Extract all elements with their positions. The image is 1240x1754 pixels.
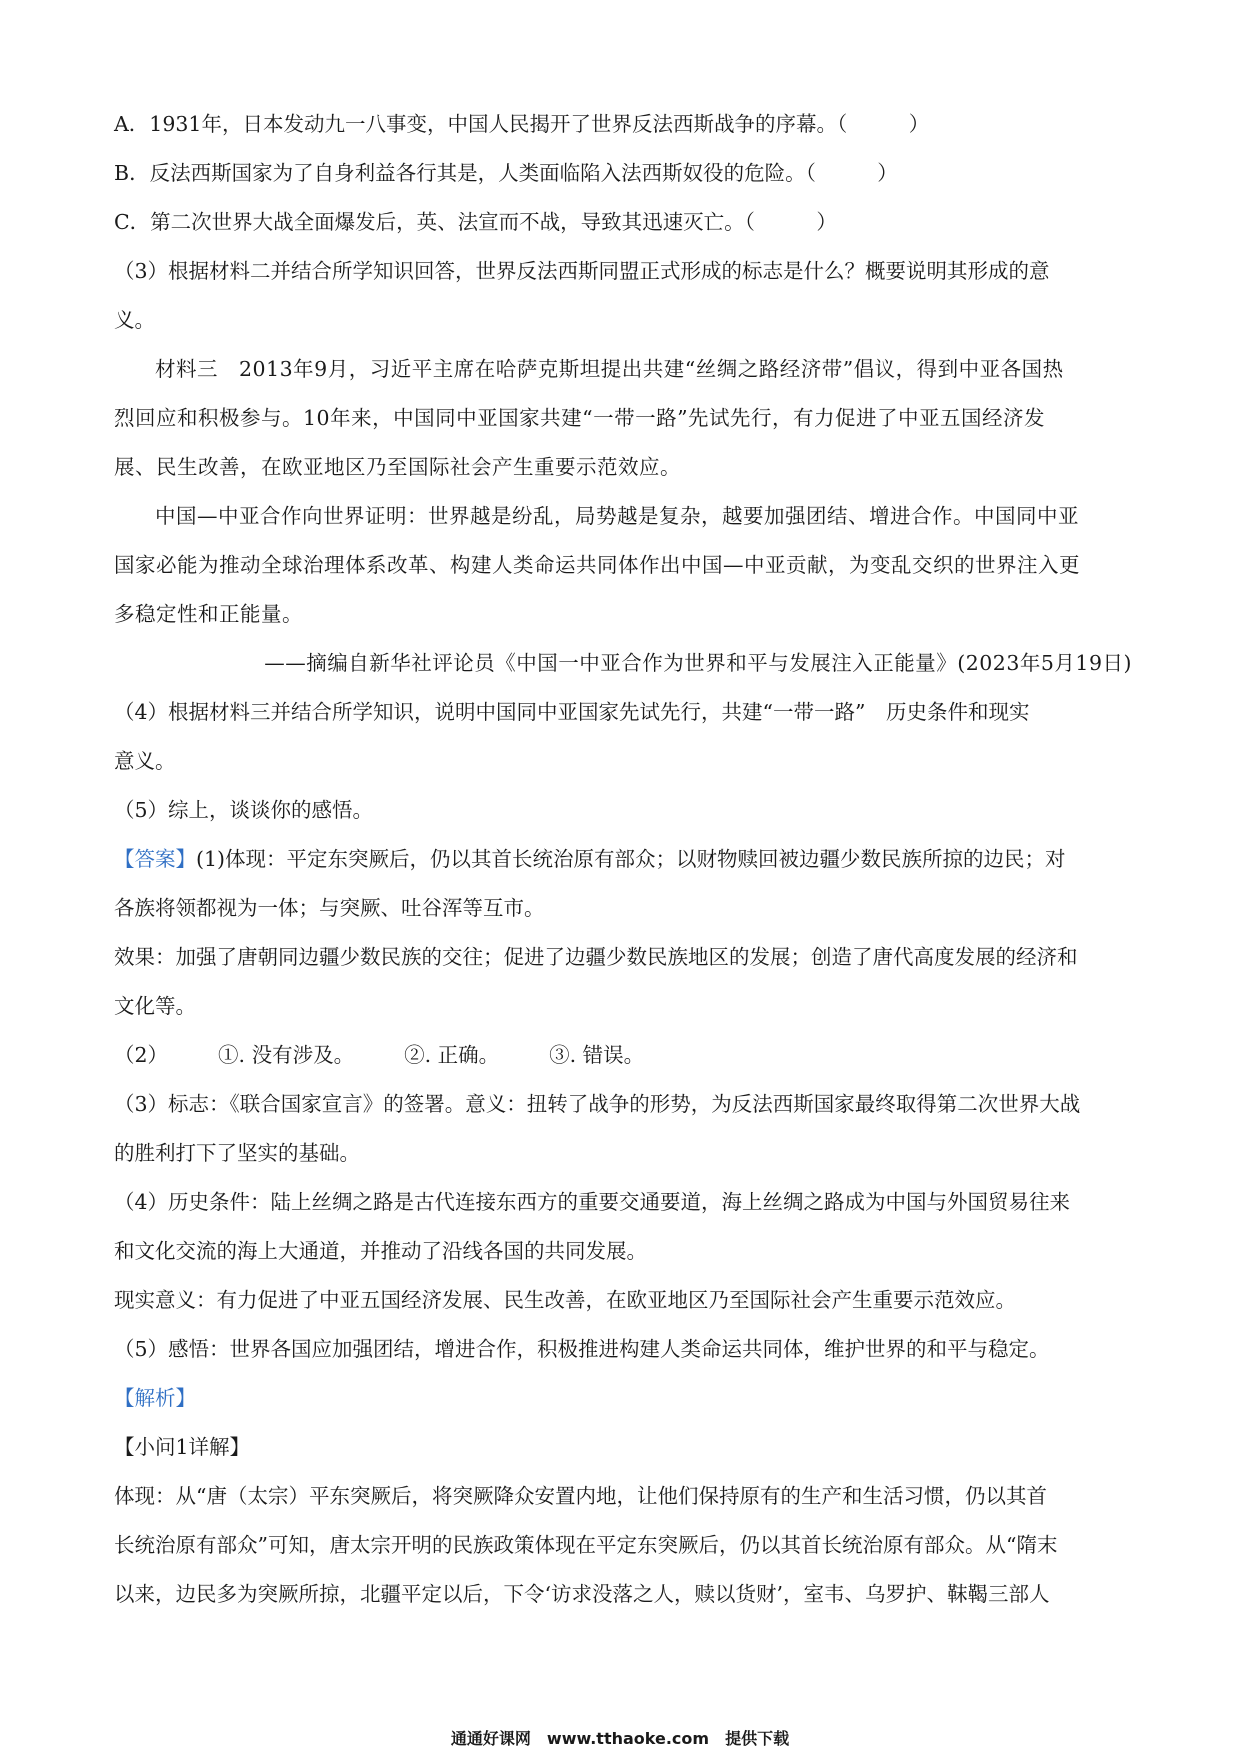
answer-2-item-3: ③. 错误。 — [549, 1043, 645, 1067]
answer-5: （5）感悟：世界各国应加强团结，增进合作，积极推进构建人类命运共同体，维护世界的和平与稳定。 — [114, 1337, 1050, 1361]
analysis-line-2: 长统治原有部众”可知，唐太宗开明的民族政策体现在平定东突厥后，仍以其首长统治原有部众。从“隋末 — [114, 1533, 1058, 1557]
material-3-p2-line-3: 多稳定性和正能量。 — [114, 602, 303, 626]
question-3-line-2: 义。 — [114, 308, 155, 332]
answer-1-line-2: 各族将领都视为一体；与突厥、吐谷浑等互市。 — [114, 896, 545, 920]
option-a: A．1931年，日本发动九一八事变，中国人民揭开了世界反法西斯战争的序幕。（ ） — [114, 112, 930, 136]
question-5: （5）综上，谈谈你的感悟。 — [114, 798, 374, 822]
option-c: C．第二次世界大战全面爆发后，英、法宣而不战，导致其迅速灭亡。（ ） — [114, 210, 837, 234]
analysis-label: 【解析】 — [114, 1386, 196, 1410]
answer-4-line-1: （4）历史条件：陆上丝绸之路是古代连接东西方的重要交通要道，海上丝绸之路成为中国与外国贸易往来 — [114, 1190, 1071, 1214]
answer-3-line-2: 的胜利打下了坚实的基础。 — [114, 1141, 360, 1165]
answer-1-line-1 — [114, 835, 1132, 884]
material-3-source: ——摘编自新华社评论员《中国一中亚合作为世界和平与发展注入正能量》(2023年5月19日) — [264, 651, 1132, 675]
material-3-p1-line-3: 展、民生改善，在欧亚地区乃至国际社会产生重要示范效应。 — [114, 455, 681, 479]
answer-4-line-3: 现实意义：有力促进了中亚五国经济发展、民生改善，在欧亚地区乃至国际社会产生重要示范效应。 — [114, 1288, 1016, 1312]
answer-2 — [114, 1031, 1132, 1080]
material-3-p1-line-1: 材料三 2013年9月，习近平主席在哈萨克斯坦提出共建“丝绸之路经济带”倡议，得到中亚各国热 — [155, 357, 1064, 381]
question-4-line-2: 意义。 — [114, 749, 176, 773]
analysis-line-1: 体现：从“唐（太宗）平东突厥后，将突厥降众安置内地，让他们保持原有的生产和生活习惯，仍以其首 — [114, 1484, 1047, 1508]
material-3-p1-line-2: 烈回应和积极参与。10年来，中国同中亚国家共建“一带一路”先试先行，有力促进了中亚五国经济发 — [114, 406, 1046, 430]
answer-4-line-2: 和文化交流的海上大通道，并推动了沿线各国的共同发展。 — [114, 1239, 647, 1263]
material-3-p2-line-2: 国家必能为推动全球治理体系改革、构建人类命运共同体作出中国—中亚贡献，为变乱交织的世界注入更 — [114, 553, 1080, 577]
answer-2-number: （2） — [114, 1043, 169, 1067]
answer-3-line-1: （3）标志：《联合国家宣言》的签署。意义：扭转了战争的形势，为反法西斯国家最终取得第二次世界大战 — [114, 1092, 1081, 1116]
page-footer: 通通好课网 www.tthaoke.com 提供下载 — [450, 1729, 790, 1748]
question-3-line-1: （3）根据材料二并结合所学知识回答，世界反法西斯同盟正式形成的标志是什么？概要说明其形成的意 — [114, 259, 1050, 283]
analysis-subheading-1: 【小问1详解】 — [114, 1435, 251, 1459]
answer-1-effect-line-1: 效果：加强了唐朝同边疆少数民族的交往；促进了边疆少数民族地区的发展；创造了唐代高度发展的经济和 — [114, 945, 1078, 969]
question-4-line-1: （4）根据材料三并结合所学知识，说明中国同中亚国家先试先行，共建“一带一路” 历史条件和现实 — [114, 700, 1030, 724]
answer-2-item-2: ②. 正确。 — [404, 1043, 500, 1067]
material-3-p2-line-1: 中国—中亚合作向世界证明：世界越是纷乱，局势越是复杂，越要加强团结、增进合作。中国同中亚 — [155, 504, 1079, 528]
answer-1-text: (1)体现：平定东突厥后，仍以其首长统治原有部众；以财物赎回被边疆少数民族所掠的边民；对 — [196, 847, 1066, 871]
analysis-line-3: 以来，边民多为突厥所掠，北疆平定以后，下令‘访求没落之人，赎以货财’，室韦、乌罗护、靺鞨三部人 — [114, 1582, 1050, 1606]
answer-label: 【答案】 — [114, 847, 196, 871]
document-content — [114, 100, 1132, 1619]
answer-1-effect-line-2: 文化等。 — [114, 994, 196, 1018]
option-b: B．反法西斯国家为了自身利益各行其是，人类面临陷入法西斯奴役的危险。（ ） — [114, 161, 898, 185]
answer-2-item-1: ①. 没有涉及。 — [218, 1043, 355, 1067]
